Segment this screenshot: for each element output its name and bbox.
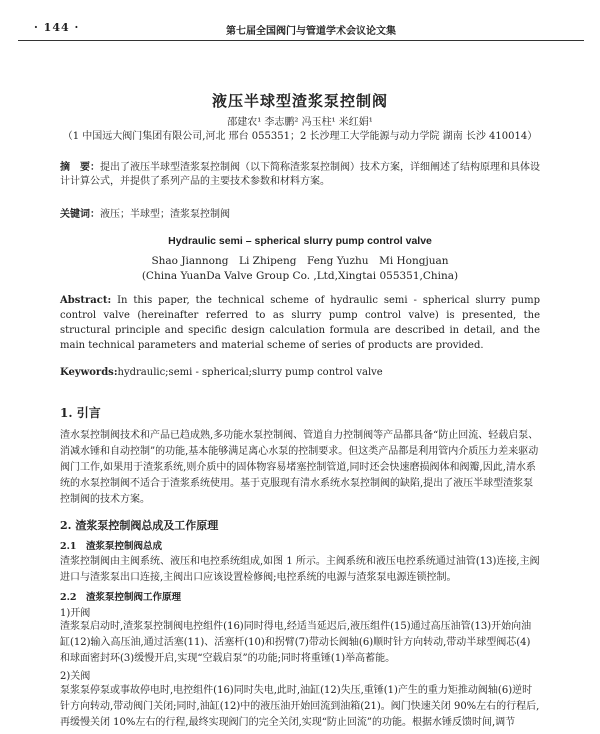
abstract-cn-text: 提出了液压半球型渣浆泵控制阀（以下简称渣浆泵控制阀）技术方案，详细阐述了结构原理和具体设计计算公式，并提供了系列产品的主要技术参数和材料方案。 xyxy=(60,162,540,187)
keywords-cn-label: 关键词： xyxy=(60,209,100,220)
abstract-en-label: Abstract: xyxy=(60,295,112,306)
article-title-en: Hydraulic semi – spherical slurry pump control valve xyxy=(168,235,432,247)
item-open-valve: 1)开阀 xyxy=(60,608,91,619)
section-1-heading: 1. 引言 xyxy=(60,406,101,420)
keywords-cn xyxy=(60,205,230,220)
abstract-en xyxy=(60,293,540,353)
keywords-en-text: hydraulic;semi - spherical;slurry pump control valve xyxy=(117,367,383,378)
section-2-1-heading: 2.1 渣浆泵控制阀总成 xyxy=(60,541,163,552)
affiliation-en: (China YuanDa Valve Group Co. ,Ltd,Xingtai 055351,China) xyxy=(141,270,459,282)
abstract-cn-label: 摘 要： xyxy=(60,162,100,173)
page-number: · 144 · xyxy=(34,21,80,34)
keywords-en xyxy=(60,367,383,378)
section-2-1-body: 渣浆控制阀由主阀系统、液压和电控系统组成,如图 1 所示。主阀系统和液压电控系统通过油管(13)连接,主阀进口与渣浆泵出口连接,主阀出口应该设置检修阀;电控系统的电源与渣浆泵电源连锁控制。 xyxy=(60,556,540,583)
affiliation-cn: （1 中国远大阀门集团有限公司,河北 邢台 055351；2 长沙理工大学能源与动力学院 湖南 长沙 410014） xyxy=(62,131,538,142)
keywords-en-label: Keywords: xyxy=(60,367,118,378)
item-close-valve: 2)关阀 xyxy=(60,671,91,682)
keywords-cn-text: 液压；半球型；渣浆泵控制阀 xyxy=(100,209,230,220)
running-title: 第七届全国阀门与管道学术会议论文集 xyxy=(226,26,396,37)
authors-cn: 邵建农¹ 李志鹏² 冯玉柱¹ 米红娟¹ xyxy=(227,117,373,128)
header-rule xyxy=(18,40,584,41)
authors-en: Shao Jiannong Li Zhipeng Feng Yuzhu Mi Hongjuan xyxy=(151,255,449,267)
abstract-en-text: In this paper, the technical scheme of hydraulic semi - spherical slurry pump control valve (hereinafter referred to as slurry pump control valve) is presented, the structural principle and specific design calculation formula are described in detail, and the main technical parameters and material scheme of series of products are provided. xyxy=(60,295,541,351)
open-valve-body: 渣浆泵启动时,渣浆泵控制阀电控组件(16)同时得电,经适当延迟后,液压组件(15)通过高压油管(13)开始向油缸(12)输入高压油,通过活塞(11)、活塞杆(10)和拐臂(7)带动长阀轴(6)顺时针方向转动,带动半球型阀芯(4)和球面密封环(3)缓慢开启,实现“空载启泵”的功能;同时将重锤(1)举高蓄能。 xyxy=(60,621,532,664)
article-title-cn: 液压半球型渣浆泵控制阀 xyxy=(211,92,388,110)
close-valve-body: 泵浆泵停泵或事故停电时,电控组件(16)同时失电,此时,油缸(12)失压,重锤(1)产生的重力矩推动阀轴(6)逆时针方向转动,带动阀门关闭;同时,油缸(12)中的液压油开始回流到油箱(21)。阀门快速关闭 90%左右的行程后,再缓慢关闭 10%左右的行程,最终实现阀门的完全关闭,实现“防止回流”的功能。根据水锤反馈时间,调节 xyxy=(60,685,540,728)
section-2-heading: 2. 渣浆泵控制阀总成及工作原理 xyxy=(60,519,219,532)
section-1-body: 渣水泵控制阀技术和产品已趋成熟,多功能水泵控制阀、管道自力控制阀等产品都具备“防止回流、轻载启泵、消减水锤和自动控制”的功能,基本能够满足离心水泵的控制要求。但这类产品都是利用管内介质压力差来驱动阀门工作,如果用于渣浆系统,则介质中的固体物容易堵塞控制管道,同时还会快速磨损阀体和阀瓣,因此,清水系统的水泵控制阀不适合于渣浆系统使用。基于克服现有清水系统水泵控制阀的缺陷,提出了液压半球型渣浆泵控制阀的技术方案。 xyxy=(60,430,539,505)
section-2-2-heading: 2.2 渣浆泵控制阀工作原理 xyxy=(60,592,182,603)
abstract-cn xyxy=(60,161,540,189)
